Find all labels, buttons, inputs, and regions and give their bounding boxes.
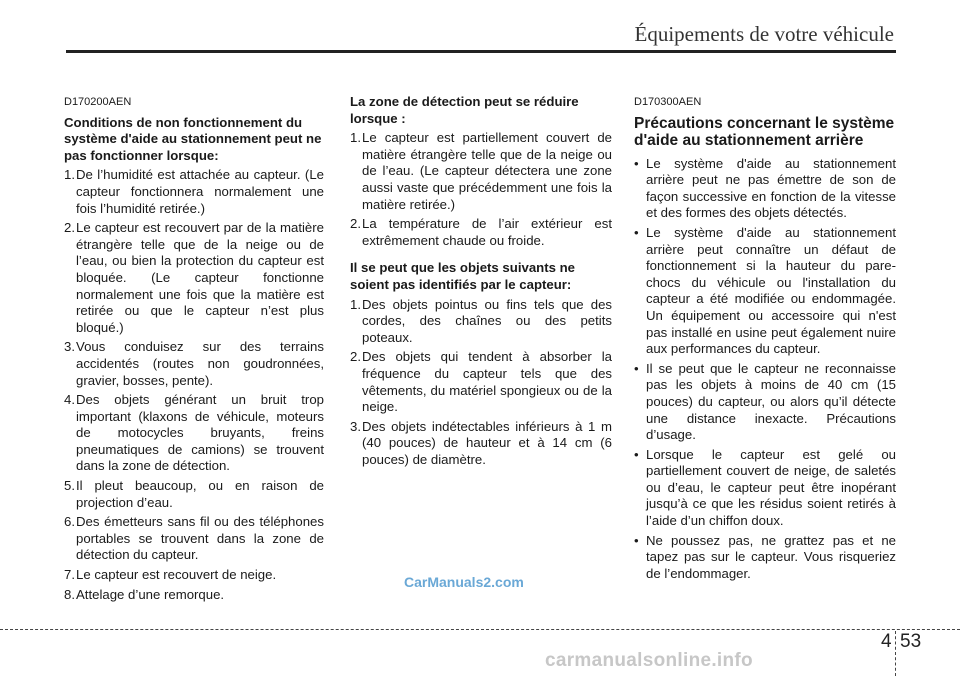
list-item <box>634 225 896 358</box>
section-code: D170200AEN <box>64 96 132 108</box>
column-detection-zone <box>350 94 612 471</box>
list-item <box>634 447 896 530</box>
list-item <box>350 130 612 213</box>
item-text: Lorsque le capteur est gelé ou partiellement couvert de neige, de saletés ou d’eau, le capteur peut être inopérant jusqu’à ce que les résidus soient retirés à l’aide d’un chiffon doux. <box>646 446 896 529</box>
list-item <box>64 514 324 564</box>
list-item <box>350 419 612 469</box>
item-number: 1. <box>350 296 361 312</box>
precautions-list <box>634 156 896 583</box>
page-number-separator <box>895 631 896 676</box>
chapter-title: Équipements de votre véhicule <box>634 22 894 46</box>
reduced-zone-list <box>350 130 612 249</box>
item-text: Des objets indétectables inférieurs à 1 m (40 pouces) de hauteur et à 14 cm (6 pouces) de diamètre. <box>362 418 612 467</box>
item-number: 5. <box>64 478 75 494</box>
column-conditions <box>64 94 324 606</box>
item-number: 2. <box>64 220 75 236</box>
list-item <box>64 567 324 584</box>
section-heading: Conditions de non fonctionnement du système d'aide au stationnement peut ne pas fonctionner lorsque: <box>64 114 322 163</box>
footer-site-logo: carmanualsonline.info <box>545 650 753 671</box>
item-number: 2. <box>350 349 361 365</box>
section-code: D170300AEN <box>634 96 702 108</box>
bullet-icon: • <box>634 532 639 548</box>
watermark-link[interactable]: CarManuals2.com <box>404 574 524 590</box>
item-text: Le capteur est recouvert par de la matière étrangère telle que de la neige ou de l’eau, ou bien la protection du capteur est bloquée. (Le capteur fonctionne normalement une fois que la matière est retirée ou que le capteur n’est plus bloqué.) <box>76 220 324 335</box>
item-text: Le système d'aide au stationnement arrière peut connaître un défaut de fonctionnement si la hauteur du pare-chocs du véhicule ou l'installation du capteur a été modifiée ou endommagée. Un équipement ou accessoire qui n'est pas installé en usine peut également nuire aux performances du capteur. <box>646 224 896 357</box>
list-item <box>64 478 324 511</box>
item-text: Il se peut que le capteur ne reconnaisse pas les objets à moins de 40 cm (15 pouces) du capteur, ou alors qu’il détecte une distance inexacte. Précautions d’usage. <box>646 360 896 443</box>
footer-divider <box>0 629 960 630</box>
section-heading: Précautions concernant le système d'aide au stationnement arrière <box>634 114 895 150</box>
item-number: 3. <box>64 339 75 355</box>
item-number: 6. <box>64 514 75 530</box>
list-item <box>350 349 612 415</box>
item-text: Attelage d’une remorque. <box>76 586 225 602</box>
item-number: 3. <box>350 418 361 434</box>
item-text: Ne poussez pas, ne grattez pas et ne tapez pas sur le capteur. Vous risqueriez de l’endommager. <box>646 532 896 581</box>
list-item <box>64 587 324 604</box>
item-number: 7. <box>64 567 75 583</box>
list-item <box>350 297 612 347</box>
item-text: Le système d'aide au stationnement arrière peut ne pas émettre de son de façon successive en fonction de la vitesse et des formes des objets détectés. <box>646 155 896 221</box>
item-text: La température de l’air extérieur est extrêmement chaude ou froide. <box>362 216 612 248</box>
item-text: Le capteur est recouvert de neige. <box>76 567 277 583</box>
item-text: Il pleut beaucoup, ou en raison de projection d’eau. <box>76 478 324 510</box>
list-item <box>64 339 324 389</box>
item-text: Des objets générant un bruit trop important (klaxons de véhicule, moteurs de motocycles bruyants, freins pneumatiques de camions) se trouvent dans la zone de détection. <box>76 392 324 474</box>
column-precautions <box>634 94 896 585</box>
bullet-icon: • <box>634 155 639 171</box>
item-text: Des objets qui tendent à absorber la fréquence du capteur tels que des vêtements, du matériel spongieux ou de la neige. <box>362 349 612 415</box>
item-number: 2. <box>350 216 361 232</box>
list-item <box>634 533 896 583</box>
item-text: De l’humidité est attachée au capteur. (Le capteur fonctionnera normalement une fois l’humidité retirée.) <box>76 167 324 216</box>
bullet-icon: • <box>634 224 639 240</box>
list-item <box>350 216 612 249</box>
item-number: 1. <box>64 167 75 183</box>
bullet-icon: • <box>634 360 639 376</box>
undetected-objects-list <box>350 297 612 469</box>
chapter-number: 4 <box>881 631 892 652</box>
header-divider <box>66 50 896 53</box>
item-text: Le capteur est partiellement couvert de matière étrangère telle que de la neige ou de l’eau. (Le capteur détectera une zone aussi vaste que précédemment une fois la matière retirée.) <box>362 130 612 212</box>
list-item <box>64 392 324 475</box>
list-item <box>634 156 896 222</box>
list-item <box>634 361 896 444</box>
conditions-list <box>64 167 324 603</box>
list-item <box>64 167 324 217</box>
item-text: Des émetteurs sans fil ou des téléphones portables se trouvent dans la zone de détection du capteur. <box>76 514 324 563</box>
page-number: 53 <box>900 631 922 652</box>
item-text: Vous conduisez sur des terrains accidentés (routes non goudronnées, gravier, bosses, pente). <box>76 339 324 388</box>
section-heading: La zone de détection peut se réduire lorsque : <box>350 94 579 126</box>
list-item <box>64 220 324 336</box>
section-heading: Il se peut que les objets suivants ne soient pas identifiés par le capteur: <box>350 260 575 292</box>
item-text: Des objets pointus ou fins tels que des cordes, des chaînes ou des petits poteaux. <box>362 296 612 345</box>
item-number: 8. <box>64 586 75 602</box>
bullet-icon: • <box>634 446 639 462</box>
item-number: 4. <box>64 392 75 408</box>
item-number: 1. <box>350 130 361 146</box>
